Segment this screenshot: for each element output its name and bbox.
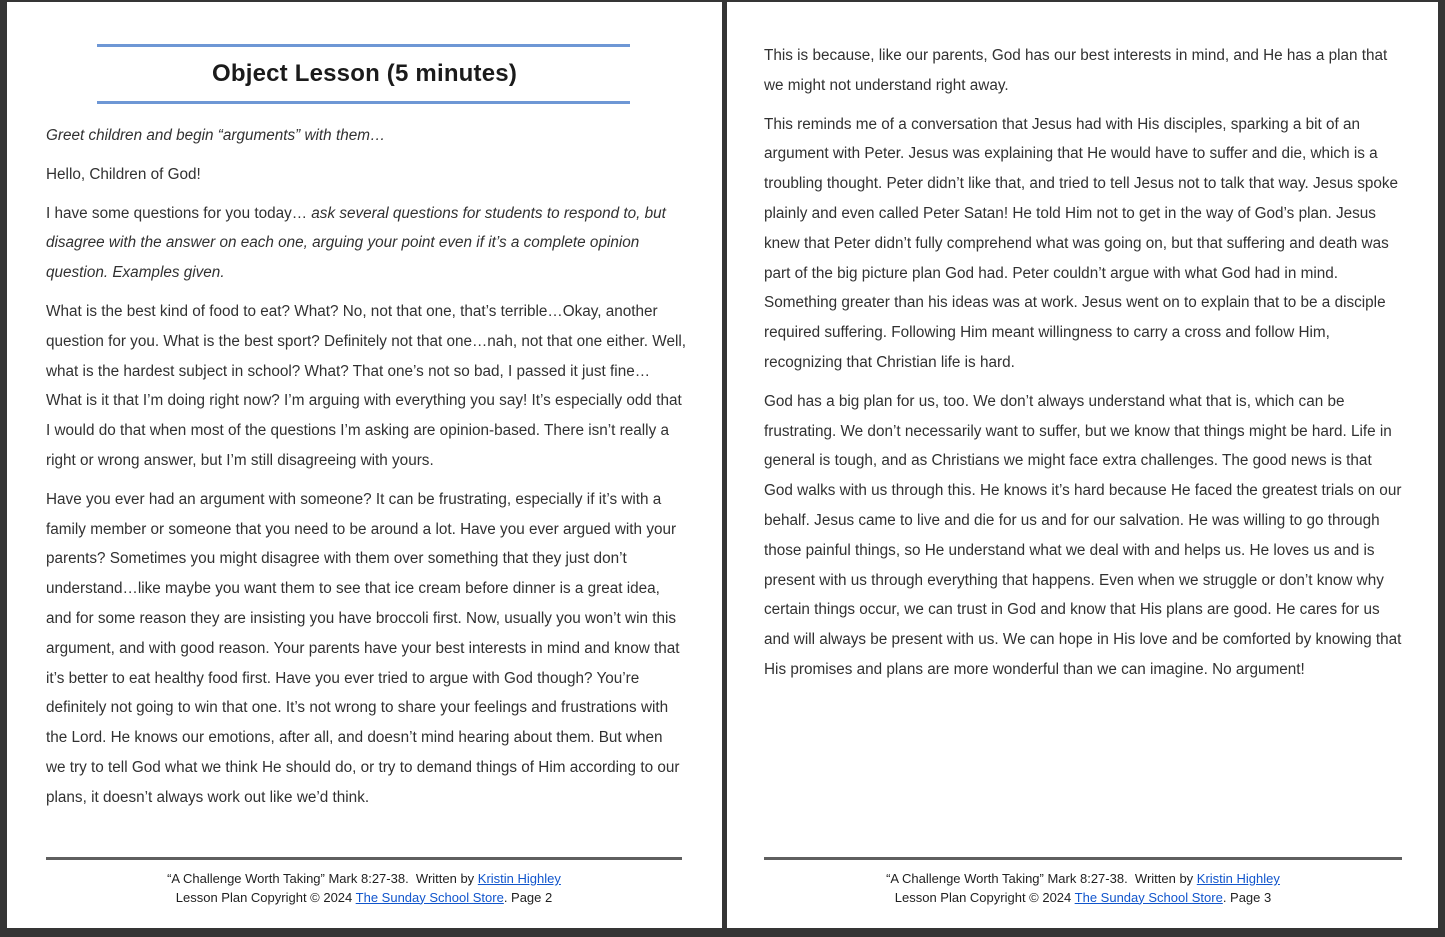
- title-rule-top: [97, 44, 630, 47]
- text-run: Lesson Plan Copyright © 2024: [175, 889, 356, 905]
- text-run: This is because, like our parents, God has our best interests in mind, and He has a plan that we might not understand right away.: [764, 47, 1388, 94]
- text-run: Greet children and begin “arguments” with them…: [46, 127, 386, 144]
- lesson-body-right: [764, 41, 1404, 685]
- kristin-highley-link[interactable]: Kristin Highley: [1196, 871, 1280, 886]
- document-page-2: [7, 2, 722, 928]
- title-rule-bottom: [97, 101, 630, 104]
- page-title: Object Lesson (5 minutes): [211, 60, 518, 87]
- text-run: What is the best kind of food to eat? What? No, not that one, that’s terrible…Okay, another question for you. What is the best sport? Definitely not that one…nah, not that one either. Well, what is the hardest subject in school? What? That one’s not so bad, I passed it just fine… What is it that I’m doing right now? I’m arguing with everything you say! It’s especially odd that I would do that when most of the questions I’m asking are opinion-based. There isn’t really a right or wrong answer, but I’m still disagreeing with yours.: [46, 302, 687, 469]
- paragraph: [764, 110, 1404, 378]
- document-page-3: [727, 2, 1438, 928]
- text-run: “A Challenge Worth Taking” Mark 8:27-38. Written by: [167, 871, 478, 886]
- footer-line-2: [46, 889, 682, 908]
- footer-line-1: [46, 870, 682, 889]
- text-run: . Page 3: [1222, 889, 1272, 905]
- paragraph: [46, 485, 686, 813]
- lesson-body-left: [46, 121, 686, 813]
- text-run: Lesson Plan Copyright © 2024: [894, 889, 1075, 905]
- footer-line-1: [764, 870, 1402, 889]
- text-run: Have you ever had an argument with someone? It can be frustrating, especially if it’s with a family member or someone that you need to be around a lot. Have you ever argued with your parents? Sometimes you might disagree with them over something that they just don’t understand…like maybe you want them to see that ice cream before dinner is a great idea, and for some reason they are insisting you have broccoli first. Now, usually you won’t win this argument, and with good reason. Your parents have your best interests in mind and know that it’s better to eat healthy food first. Have you ever tried to argue with God though? You’re definitely not going to win that one. It’s not wrong to share your feelings and frustrations with the Lord. He knows our emotions, after all, and doesn’t mind hearing about them. But when we try to tell God what we think He should do, or try to demand things of Him according to our plans, it doesn’t always work out like we’d think.: [46, 490, 680, 806]
- sunday-school-store-link[interactable]: The Sunday School Store: [1074, 889, 1223, 905]
- paragraph: [764, 387, 1404, 685]
- text-run: I have some questions for you today…: [46, 204, 312, 222]
- footer-divider: [764, 857, 1402, 860]
- paragraph: [46, 199, 686, 288]
- page-footer: [46, 870, 682, 907]
- footer-divider: [46, 857, 682, 860]
- page-footer: [764, 870, 1402, 907]
- text-run: God has a big plan for us, too. We don’t always understand what that is, which can be frustrating. We don’t necessarily want to suffer, but we know that things might be hard. Life in general is tough, and as Christians we might face extra challenges. The good news is that God walks with us through this. He knows it’s hard because He faced the greatest trials on our behalf. Jesus came to live and die for us and for our salvation. He was willing to go through those painful things, so He understand what we deal with and helps us. He loves us and is present with us through everything that happens. Even when we struggle or don’t know why certain things occur, we can trust in God and know that His plans are good. He cares for us and will always be present with us. We can hope in His love and be comforted by knowing that His promises and plans are more wonderful than we can imagine. No argument!: [764, 392, 1402, 678]
- sunday-school-store-link[interactable]: The Sunday School Store: [355, 889, 504, 905]
- text-run: This reminds me of a conversation that Jesus had with His disciples, sparking a bit of an argument with Peter. Jesus was explaining that He would have to suffer and die, which is a troubling thought. Peter didn’t like that, and tried to tell Jesus not to talk that way. Jesus spoke plainly and even called Peter Satan! He told Him not to get in the way of God’s plan. Jesus knew that Peter didn’t fully comprehend what was going on, but that suffering and death was part of the big picture plan God had. Peter couldn’t argue with what God had in mind. Something greater than his ideas was at work. Jesus went on to explain that to be a disciple required suffering. Following Him meant willingness to carry a cross and follow Him, recognizing that Christian life is hard.: [764, 115, 1399, 371]
- paragraph: [764, 41, 1404, 101]
- text-run: . Page 2: [503, 889, 553, 905]
- paragraph: [46, 160, 686, 190]
- text-run: “A Challenge Worth Taking” Mark 8:27-38. Written by: [886, 871, 1197, 886]
- kristin-highley-link[interactable]: Kristin Highley: [477, 871, 561, 886]
- text-run: Hello, Children of God!: [46, 165, 201, 183]
- text-run: ask several questions for students to respond to, but disagree with the answer on each one, arguing your point even if it’s a complete opinion question. Examples given.: [46, 204, 666, 282]
- paragraph: [46, 297, 686, 476]
- paragraph: [46, 121, 686, 151]
- footer-line-2: [764, 889, 1402, 908]
